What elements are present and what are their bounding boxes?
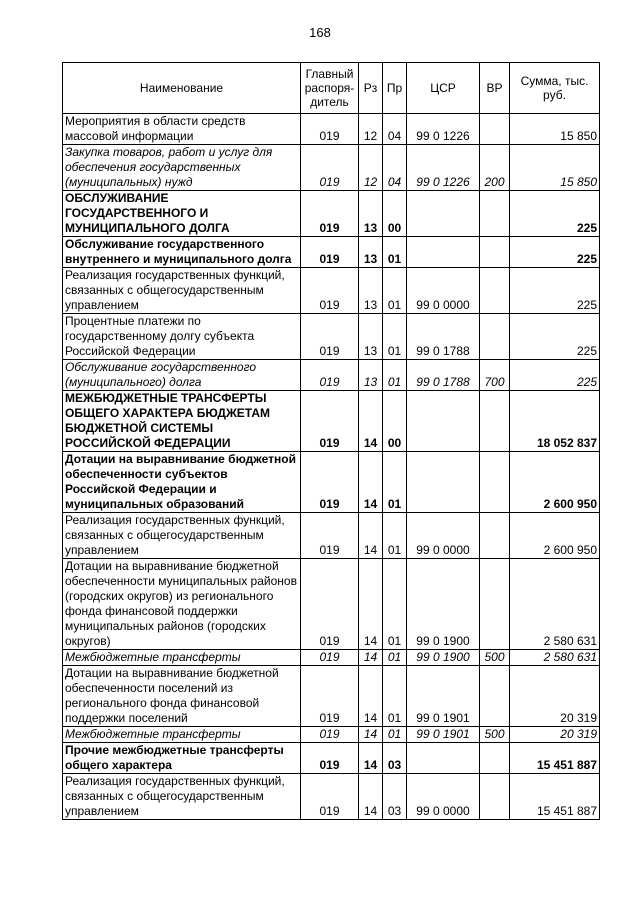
cell-vr xyxy=(480,513,510,559)
table-row xyxy=(63,360,600,391)
cell-rz: 12 xyxy=(359,145,383,191)
cell-sum: 20 319 xyxy=(510,666,600,727)
cell-pr: 01 xyxy=(383,314,407,360)
cell-csr: 99 0 1226 xyxy=(407,145,480,191)
cell-rz: 13 xyxy=(359,191,383,237)
table-row xyxy=(63,774,600,820)
cell-rz: 12 xyxy=(359,114,383,145)
cell-vr xyxy=(480,391,510,452)
cell-name: Межбюджетные трансферты xyxy=(63,650,301,666)
cell-gr: 019 xyxy=(301,145,359,191)
cell-vr xyxy=(480,666,510,727)
cell-csr: 99 0 1900 xyxy=(407,650,480,666)
cell-name: Мероприятия в области средств массовой информации xyxy=(63,114,301,145)
cell-name: МЕЖБЮДЖЕТНЫЕ ТРАНСФЕРТЫ ОБЩЕГО ХАРАКТЕРА БЮДЖЕТАМ БЮДЖЕТНОЙ СИСТЕМЫ РОССИЙСКОЙ ФЕДЕРАЦИИ xyxy=(63,391,301,452)
cell-name: Реализация государственных функций, связанных с общегосударственным управлением xyxy=(63,513,301,559)
cell-csr xyxy=(407,743,480,774)
cell-rz: 14 xyxy=(359,559,383,650)
header-csr: ЦСР xyxy=(407,63,480,114)
cell-csr: 99 0 1788 xyxy=(407,360,480,391)
table-row xyxy=(63,513,600,559)
cell-gr: 019 xyxy=(301,774,359,820)
cell-vr: 700 xyxy=(480,360,510,391)
cell-pr: 01 xyxy=(383,650,407,666)
cell-csr: 99 0 1901 xyxy=(407,666,480,727)
cell-pr: 01 xyxy=(383,237,407,268)
cell-pr: 01 xyxy=(383,268,407,314)
cell-pr: 01 xyxy=(383,452,407,513)
cell-gr: 019 xyxy=(301,559,359,650)
table-header-row xyxy=(63,63,600,114)
cell-sum: 225 xyxy=(510,268,600,314)
table-row xyxy=(63,650,600,666)
cell-sum: 225 xyxy=(510,314,600,360)
cell-rz: 14 xyxy=(359,666,383,727)
cell-rz: 14 xyxy=(359,513,383,559)
cell-rz: 14 xyxy=(359,650,383,666)
cell-pr: 01 xyxy=(383,559,407,650)
cell-rz: 14 xyxy=(359,391,383,452)
cell-rz: 14 xyxy=(359,452,383,513)
table-row xyxy=(63,314,600,360)
table-row xyxy=(63,666,600,727)
cell-pr: 00 xyxy=(383,391,407,452)
cell-sum: 2 600 950 xyxy=(510,452,600,513)
cell-pr: 04 xyxy=(383,145,407,191)
cell-pr: 01 xyxy=(383,666,407,727)
cell-csr: 99 0 1788 xyxy=(407,314,480,360)
cell-sum: 225 xyxy=(510,237,600,268)
cell-pr: 01 xyxy=(383,513,407,559)
cell-rz: 13 xyxy=(359,237,383,268)
cell-sum: 15 850 xyxy=(510,145,600,191)
cell-sum: 225 xyxy=(510,191,600,237)
header-vr: ВР xyxy=(480,63,510,114)
cell-vr xyxy=(480,191,510,237)
cell-vr xyxy=(480,268,510,314)
table-row xyxy=(63,114,600,145)
cell-gr: 019 xyxy=(301,727,359,743)
cell-sum: 2 600 950 xyxy=(510,513,600,559)
cell-name: Реализация государственных функций, связанных с общегосударственным управлением xyxy=(63,774,301,820)
cell-csr xyxy=(407,391,480,452)
cell-name: Закупка товаров, работ и услуг для обеспечения государственных (муниципальных) нужд xyxy=(63,145,301,191)
cell-vr: 200 xyxy=(480,145,510,191)
cell-name: Процентные платежи по государственному долгу субъекта Российской Федерации xyxy=(63,314,301,360)
table-row xyxy=(63,191,600,237)
cell-sum: 20 319 xyxy=(510,727,600,743)
cell-vr xyxy=(480,774,510,820)
header-manager: Главный распоря-дитель xyxy=(301,63,359,114)
cell-csr xyxy=(407,191,480,237)
cell-sum: 2 580 631 xyxy=(510,559,600,650)
cell-name: ОБСЛУЖИВАНИЕ ГОСУДАРСТВЕННОГО И МУНИЦИПАЛЬНОГО ДОЛГА xyxy=(63,191,301,237)
cell-csr: 99 0 0000 xyxy=(407,774,480,820)
cell-vr xyxy=(480,237,510,268)
cell-name: Прочие межбюджетные трансферты общего характера xyxy=(63,743,301,774)
cell-csr: 99 0 1226 xyxy=(407,114,480,145)
cell-vr xyxy=(480,559,510,650)
cell-rz: 13 xyxy=(359,360,383,391)
cell-rz: 14 xyxy=(359,743,383,774)
cell-gr: 019 xyxy=(301,114,359,145)
cell-pr: 00 xyxy=(383,191,407,237)
cell-sum: 18 052 837 xyxy=(510,391,600,452)
cell-pr: 03 xyxy=(383,774,407,820)
cell-vr: 500 xyxy=(480,650,510,666)
table-row xyxy=(63,268,600,314)
cell-csr: 99 0 0000 xyxy=(407,513,480,559)
cell-name: Межбюджетные трансферты xyxy=(63,727,301,743)
cell-pr: 03 xyxy=(383,743,407,774)
cell-csr: 99 0 0000 xyxy=(407,268,480,314)
cell-sum: 15 451 887 xyxy=(510,774,600,820)
cell-sum: 15 850 xyxy=(510,114,600,145)
table-row xyxy=(63,391,600,452)
table-row xyxy=(63,452,600,513)
cell-gr: 019 xyxy=(301,360,359,391)
cell-rz: 13 xyxy=(359,314,383,360)
cell-csr: 99 0 1901 xyxy=(407,727,480,743)
cell-pr: 01 xyxy=(383,360,407,391)
cell-name: Дотации на выравнивание бюджетной обеспеченности поселений из регионального фонда финансовой поддержки поселений xyxy=(63,666,301,727)
cell-name: Дотации на выравнивание бюджетной обеспеченности субъектов Российской Федерации и муниципальных образований xyxy=(63,452,301,513)
cell-vr: 500 xyxy=(480,727,510,743)
cell-gr: 019 xyxy=(301,743,359,774)
header-sum: Сумма, тыс. руб. xyxy=(510,63,600,114)
cell-name: Обслуживание государственного (муниципального) долга xyxy=(63,360,301,391)
table-row xyxy=(63,727,600,743)
cell-pr: 04 xyxy=(383,114,407,145)
cell-gr: 019 xyxy=(301,452,359,513)
cell-rz: 14 xyxy=(359,727,383,743)
cell-rz: 13 xyxy=(359,268,383,314)
table-row xyxy=(63,145,600,191)
cell-rz: 14 xyxy=(359,774,383,820)
cell-gr: 019 xyxy=(301,268,359,314)
table-row xyxy=(63,559,600,650)
cell-vr xyxy=(480,743,510,774)
cell-csr: 99 0 1900 xyxy=(407,559,480,650)
cell-gr: 019 xyxy=(301,314,359,360)
cell-pr: 01 xyxy=(383,727,407,743)
cell-gr: 019 xyxy=(301,391,359,452)
cell-csr xyxy=(407,452,480,513)
header-pr: Пр xyxy=(383,63,407,114)
cell-name: Обслуживание государственного внутреннего и муниципального долга xyxy=(63,237,301,268)
cell-name: Реализация государственных функций, связанных с общегосударственным управлением xyxy=(63,268,301,314)
table-row xyxy=(63,743,600,774)
table-row xyxy=(63,237,600,268)
cell-sum: 225 xyxy=(510,360,600,391)
cell-gr: 019 xyxy=(301,237,359,268)
cell-sum: 15 451 887 xyxy=(510,743,600,774)
header-name: Наименование xyxy=(63,63,301,114)
page-number: 168 xyxy=(309,25,331,40)
cell-name: Дотации на выравнивание бюджетной обеспеченности муниципальных районов (городских округов) из регионального фонда финансовой поддержки муниципальных районов (городских округов) xyxy=(63,559,301,650)
cell-vr xyxy=(480,314,510,360)
cell-vr xyxy=(480,114,510,145)
cell-vr xyxy=(480,452,510,513)
cell-gr: 019 xyxy=(301,666,359,727)
cell-gr: 019 xyxy=(301,191,359,237)
cell-sum: 2 580 631 xyxy=(510,650,600,666)
header-rz: Рз xyxy=(359,63,383,114)
cell-gr: 019 xyxy=(301,513,359,559)
cell-gr: 019 xyxy=(301,650,359,666)
budget-table xyxy=(62,62,600,820)
cell-csr xyxy=(407,237,480,268)
